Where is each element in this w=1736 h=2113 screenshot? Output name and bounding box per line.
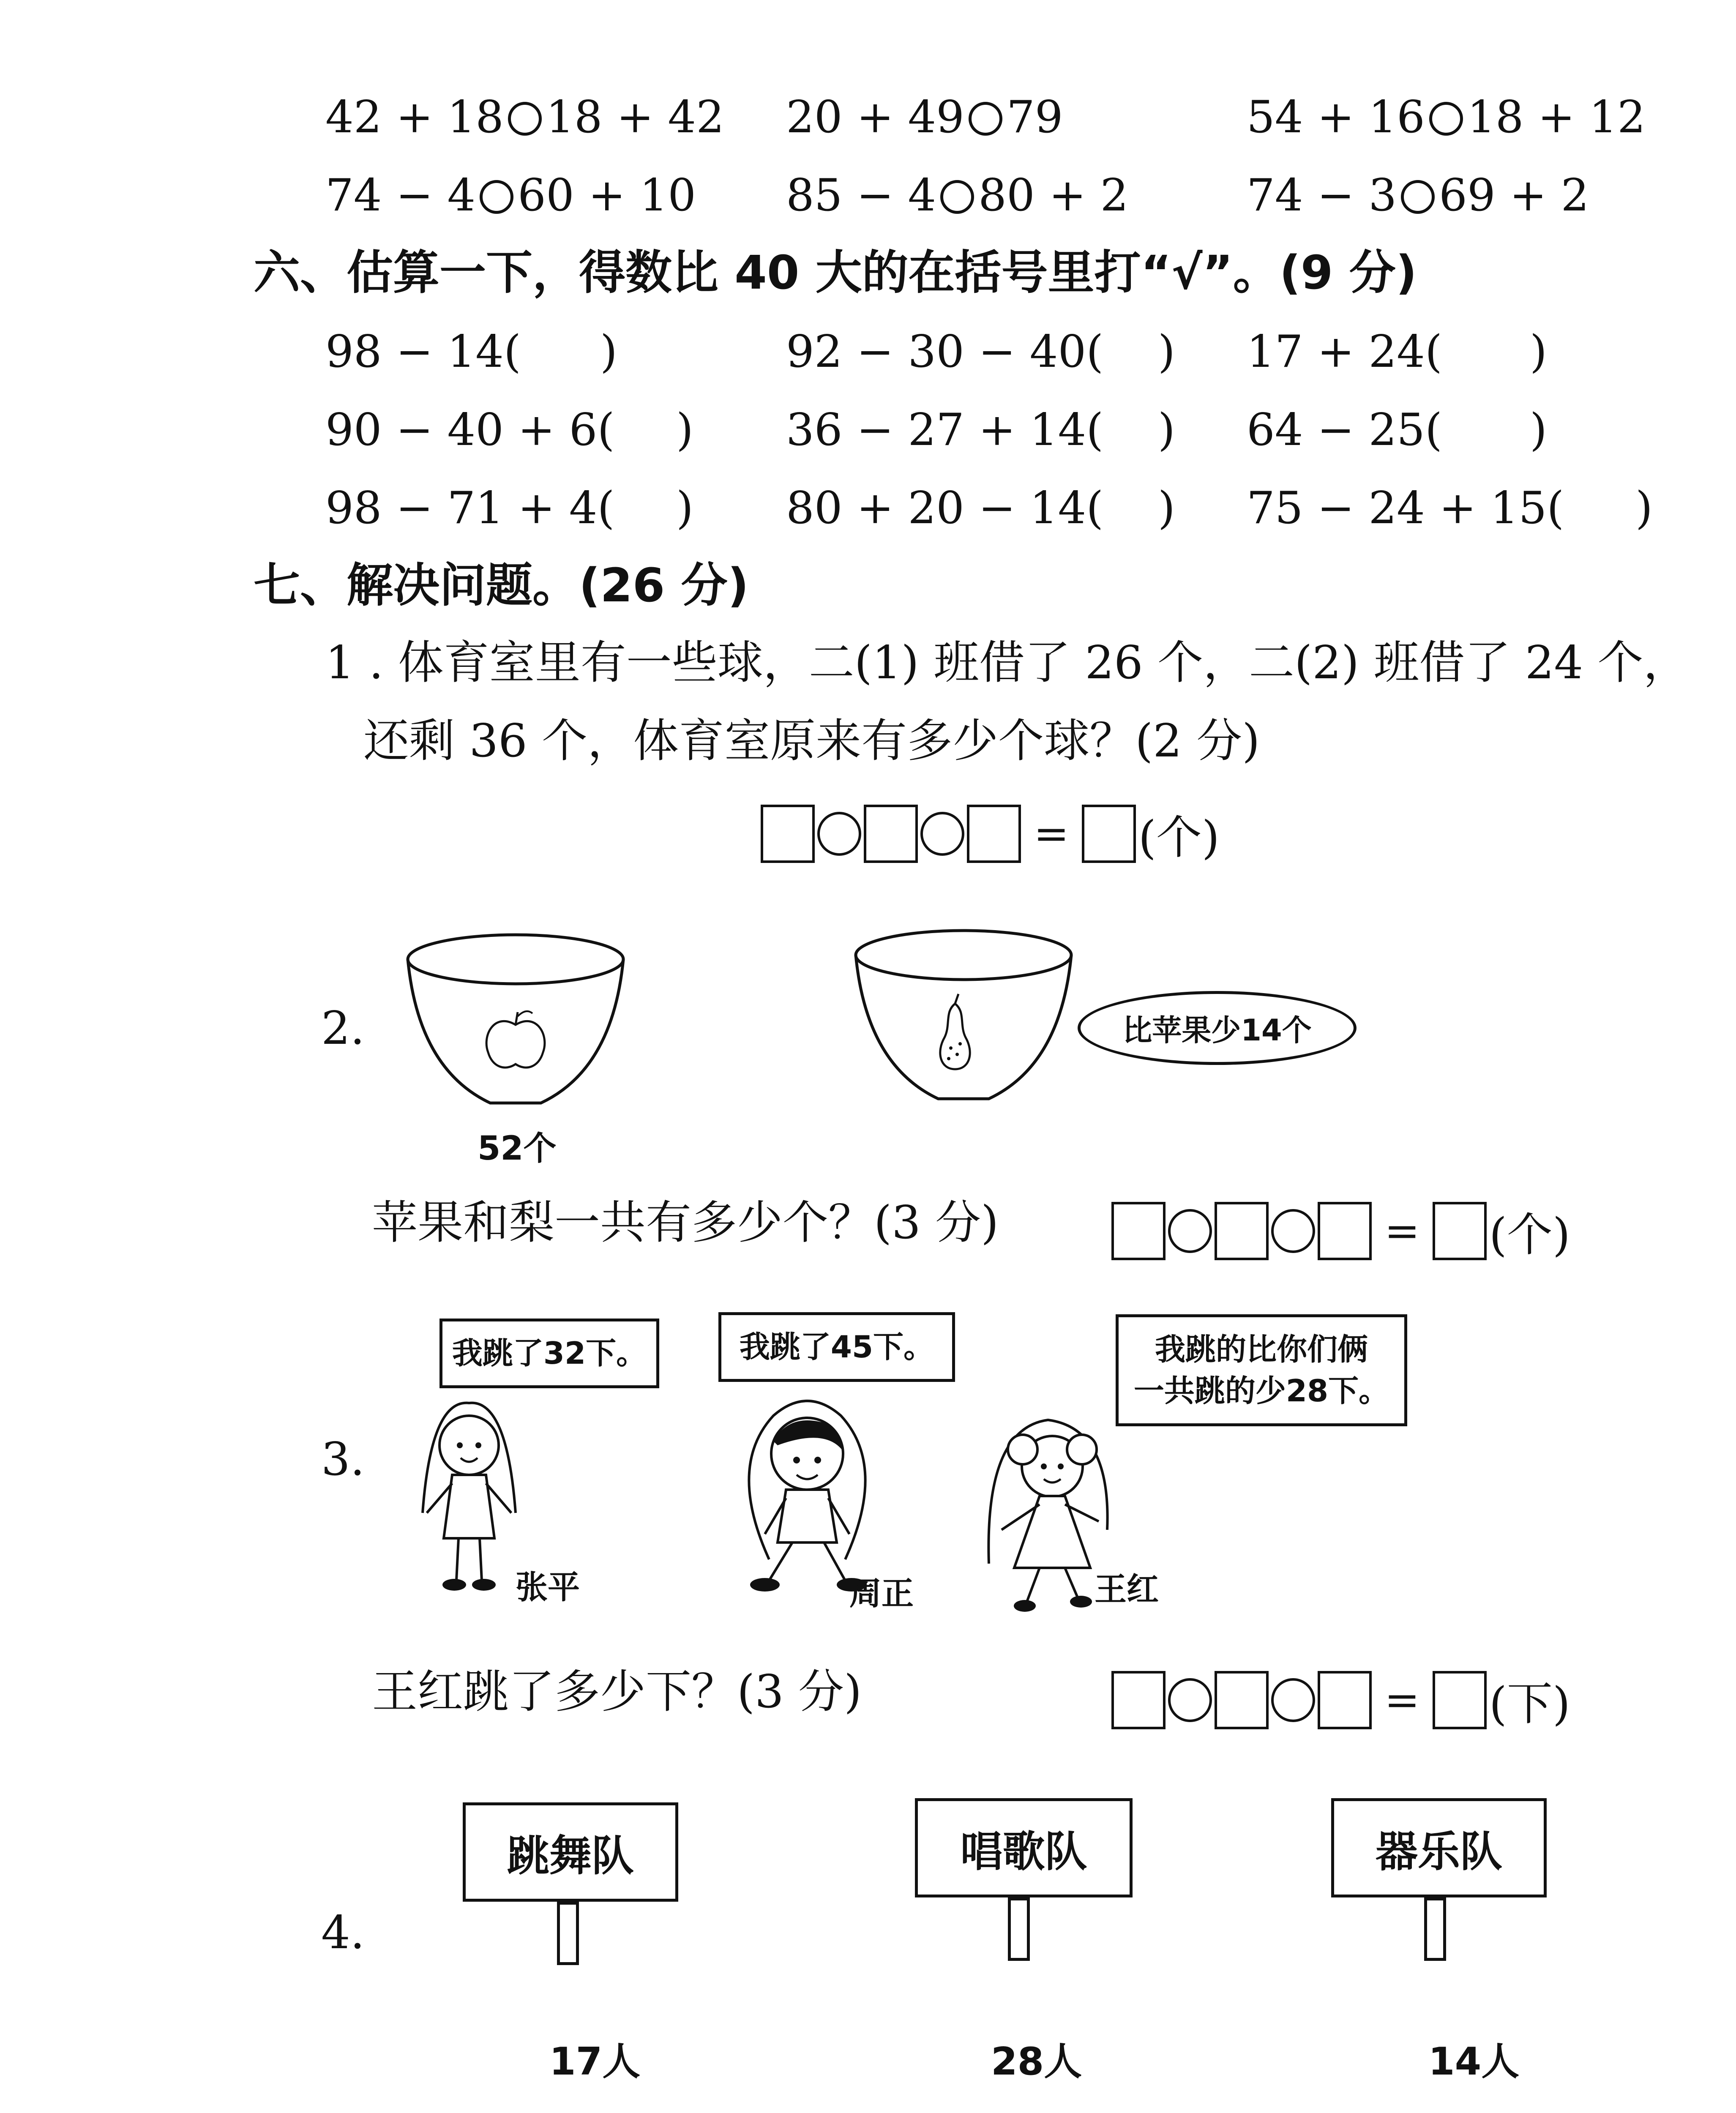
q2-question: 苹果和梨一共有多少个？(3 分) (372, 1196, 999, 1249)
answer-box[interactable] (1318, 1202, 1372, 1260)
q1-line1: 1 . 体育室里有一些球，二(1) 班借了 26 个，二(2) 班借了 24 个， (325, 636, 1689, 689)
sign-post (557, 1902, 579, 1965)
estimate-item (1247, 326, 1547, 377)
answer-box[interactable] (1111, 1671, 1166, 1729)
sign-dance-team: 跳舞队 (463, 1802, 678, 1902)
compare-answer-circle[interactable] (480, 180, 513, 214)
bowl-rim (856, 931, 1071, 980)
bubble-text: 我跳了32下。 (452, 1335, 647, 1371)
estimate-item (325, 404, 693, 456)
q2-equation (1111, 1198, 1570, 1264)
answer-box[interactable] (1215, 1202, 1269, 1260)
q1-equation (761, 801, 1220, 866)
operator-circle[interactable] (1271, 1678, 1315, 1722)
kid-zhangping-illustration (406, 1386, 532, 1606)
answer-box[interactable] (864, 805, 918, 863)
count-dance-team: 17人 (549, 2039, 641, 2084)
pear-bowl-illustration (849, 925, 1078, 1111)
estimate-item (325, 482, 693, 534)
speech-bubble-zhangping (439, 1319, 659, 1388)
name-zhouzheng: 周正 (849, 1575, 914, 1612)
count-choir-team: 28人 (991, 2039, 1082, 2084)
compare-answer-circle[interactable] (969, 102, 1002, 136)
operator-circle[interactable] (817, 812, 861, 856)
apple-icon (486, 1021, 545, 1067)
compare-row-1b (786, 91, 1063, 143)
unit-label: (个) (1489, 1209, 1571, 1261)
expr: 60 + 10 (518, 169, 696, 221)
pear-icon (940, 1004, 970, 1069)
answer-box[interactable] (1111, 1202, 1166, 1260)
bowl-rim (408, 935, 623, 984)
expr: 17 + 24( (1247, 326, 1442, 377)
pear-bubble-text: 比苹果少14个 (1122, 1013, 1312, 1048)
expr: 69 + 2 (1439, 169, 1589, 221)
compare-row-1c (1247, 91, 1646, 143)
operator-circle[interactable] (920, 812, 964, 856)
answer-bracket[interactable]: ) (1530, 404, 1547, 456)
compare-row-2 (325, 169, 696, 221)
answer-box[interactable] (1433, 1202, 1487, 1260)
expr: 80 + 2 (978, 169, 1129, 221)
q1-line2: 还剩 36 个，体育室原来有多少个球？(2 分) (363, 715, 1260, 767)
name-wanghong: 王红 (1095, 1570, 1159, 1608)
estimate-item (1247, 404, 1547, 456)
compare-answer-circle[interactable] (1401, 180, 1435, 214)
answer-box[interactable] (967, 805, 1021, 863)
expr: 92 − 30 − 40( (786, 326, 1104, 377)
apple-count: 52个 (478, 1130, 557, 1168)
expr: 36 − 27 + 14( (786, 404, 1104, 456)
expr: 80 + 20 − 14( (786, 482, 1104, 534)
name-zhangping: 张平 (516, 1568, 580, 1606)
compare-row-2c (1247, 169, 1589, 221)
answer-bracket[interactable]: ) (676, 404, 693, 456)
expr: 42 + 18 (325, 91, 504, 143)
answer-bracket[interactable]: ) (1158, 404, 1175, 456)
q4-number: 4. (321, 1906, 365, 1959)
answer-bracket[interactable]: ) (1158, 482, 1175, 534)
answer-bracket[interactable]: ) (1158, 326, 1175, 377)
speech-bubble-wanghong (1116, 1314, 1407, 1426)
unit-label: (下) (1489, 1678, 1571, 1731)
expr: 64 − 25( (1247, 404, 1442, 456)
q3-number: 3. (321, 1433, 365, 1486)
expr: 79 (1006, 91, 1063, 143)
expr: 74 − 3 (1247, 169, 1397, 221)
answer-box[interactable] (1318, 1671, 1372, 1729)
expr: 98 − 71 + 4( (325, 482, 615, 534)
answer-box[interactable] (761, 805, 815, 863)
sign-post (1424, 1897, 1446, 1961)
speech-bubble-zhouzheng (718, 1312, 955, 1382)
equals-sign: = (1384, 1206, 1420, 1256)
compare-row-2b (786, 169, 1129, 221)
q3-equation (1111, 1667, 1570, 1733)
compare-answer-circle[interactable] (1429, 102, 1463, 136)
answer-box[interactable] (1433, 1671, 1487, 1729)
estimate-item (786, 404, 1175, 456)
equals-sign: = (1384, 1675, 1420, 1725)
sign-band-team: 器乐队 (1331, 1798, 1547, 1897)
bubble-text-line1: 我跳的比你们俩 (1155, 1332, 1368, 1368)
answer-box[interactable] (1082, 805, 1136, 863)
compare-answer-circle[interactable] (508, 102, 542, 136)
compare-row-1 (325, 91, 724, 143)
operator-circle[interactable] (1271, 1209, 1315, 1253)
operator-circle[interactable] (1168, 1678, 1212, 1722)
q2-number: 2. (321, 1002, 365, 1055)
bubble-text: 我跳了45下。 (739, 1329, 934, 1365)
bubble-text-line2: 一共跳的少28下。 (1133, 1373, 1389, 1409)
apple-bowl-illustration (401, 930, 630, 1116)
unit-label: (个) (1138, 811, 1220, 864)
answer-box[interactable] (1215, 1671, 1269, 1729)
pear-speech-bubble (1078, 991, 1357, 1065)
operator-circle[interactable] (1168, 1209, 1212, 1253)
sign-choir-team: 唱歌队 (915, 1798, 1133, 1897)
equals-sign: = (1034, 809, 1069, 858)
expr: 18 + 12 (1467, 91, 1646, 143)
expr: 90 − 40 + 6( (325, 404, 615, 456)
expr: 74 − 4 (325, 169, 476, 221)
sign-post (1008, 1897, 1030, 1961)
answer-bracket[interactable]: ) (676, 482, 693, 534)
answer-bracket[interactable]: ) (1530, 326, 1547, 377)
section6-heading: 六、估算一下，得数比 40 大的在括号里打“√”。(9 分) (254, 246, 1417, 300)
expr: 98 − 14( (325, 326, 521, 377)
expr: 20 + 49 (786, 91, 964, 143)
estimate-item (325, 326, 630, 377)
expr: 85 − 4 (786, 169, 936, 221)
expr: 18 + 42 (546, 91, 724, 143)
expr: 75 − 24 + 15( (1247, 482, 1564, 534)
answer-bracket[interactable]: ) (1635, 482, 1653, 534)
estimate-item (786, 326, 1175, 377)
estimate-item (786, 482, 1175, 534)
q3-question: 王红跳了多少下？(3 分) (372, 1665, 862, 1718)
answer-bracket[interactable]: ) (600, 326, 617, 377)
compare-answer-circle[interactable] (940, 180, 974, 214)
section7-heading: 七、解决问题。(26 分) (254, 558, 749, 612)
estimate-item (1247, 482, 1653, 534)
count-band-team: 14人 (1428, 2039, 1520, 2084)
expr: 54 + 16 (1247, 91, 1425, 143)
